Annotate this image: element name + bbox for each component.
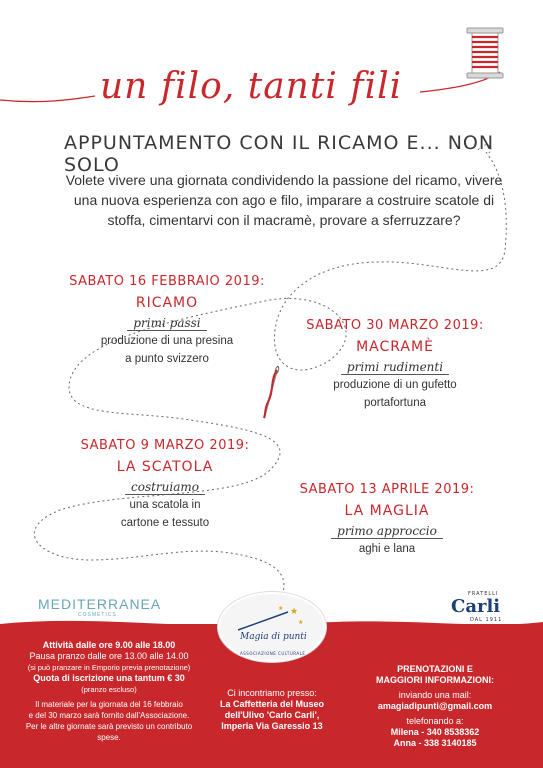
location-intro: Ci incontriamo presso:	[227, 688, 317, 698]
intro-paragraph: Volete vivere una giornata condividendo la passione del ricamo, vivere una nuova esperienza con ago e filo, imparare a costruire scatole di stoffa, cimentarvi con il macramè, provare a sferruzzare?	[65, 172, 503, 228]
lunch-note: (si può pranzare in Emporio previa prenotazione)	[27, 663, 191, 672]
carli-logo-sub: DAL 1911	[470, 617, 503, 623]
phone-milena[interactable]: Milena - 340 8538362	[390, 727, 480, 737]
mediterranea-logo: MEDITERRANEA	[38, 596, 162, 612]
fee-text: Quota di iscrizione una tantum € 30	[33, 673, 185, 683]
event-desc: cartone e tessuto	[120, 517, 210, 529]
mediterranea-logo-sub: COSMETICS	[78, 612, 117, 618]
footer-info-left	[14, 640, 204, 743]
event-date: SABATO 9 MARZO 2019:	[80, 438, 250, 453]
page-title: APPUNTAMENTO CON IL RICAMO E... NON SOLO	[64, 132, 495, 176]
script-title: un filo, tanti fili	[100, 66, 403, 107]
footer-contacts	[345, 664, 525, 749]
event-tag: costruiamo	[125, 480, 205, 495]
badge-sublabel: ASSOCIAZIONE CULTURALE	[240, 651, 306, 656]
event-desc: produzione di un gufetto	[333, 379, 457, 391]
badge-label: Magia di punti	[240, 632, 307, 642]
event-desc: portafortuna	[363, 397, 426, 409]
svg-text:★: ★	[290, 607, 299, 617]
fee-note: (pranzo escluso)	[81, 685, 137, 694]
event-date: SABATO 13 APRILE 2019:	[299, 482, 475, 497]
contacts-heading: PRENOTAZIONI E	[397, 664, 473, 674]
phone-intro: telefonando a:	[406, 716, 464, 726]
material-note: Il materiale per la giornata del 16 febbraio	[35, 700, 183, 709]
material-note: e del 30 marzo sarà fornito dall'Associazione.	[28, 711, 190, 720]
location-line: La Caffetteria del Museo	[219, 699, 325, 709]
event-tag: primi rudimenti	[341, 360, 449, 375]
location-line: Imperia Via Garessio 13	[221, 721, 323, 731]
location-line: dell'Ulivo 'Carlo Carli',	[224, 710, 320, 720]
event-tag: primo approccio	[331, 524, 443, 539]
event-desc: produzione di una presina	[100, 335, 234, 347]
needle-icon	[258, 362, 284, 422]
mail-intro: inviando una mail:	[398, 690, 472, 700]
contacts-heading: MAGGIORI INFORMAZIONI:	[376, 675, 494, 685]
event-desc: a punto svizzero	[125, 353, 209, 365]
hours-text: Attività dalle ore 9.00 alle 18.00	[42, 640, 176, 650]
event-desc: una scatola in	[129, 499, 201, 511]
spool-icon	[463, 24, 507, 82]
event-name: LA SCATOLA	[116, 459, 214, 475]
event-ricamo	[62, 274, 272, 367]
magic-wand-icon	[230, 604, 310, 634]
svg-text:★: ★	[298, 619, 304, 626]
carli-logo-top: FRATELLI	[468, 591, 499, 597]
carli-logo: Carli	[451, 596, 501, 617]
material-note: Per le altre giornate sarà previsto un contributo spese.	[25, 722, 193, 742]
event-name: LA MAGLIA	[344, 503, 430, 519]
event-tag: primi passi	[127, 316, 206, 331]
event-name: MACRAMÈ	[356, 339, 434, 355]
event-desc: aghi e lana	[358, 543, 416, 555]
event-macrame	[290, 318, 500, 411]
svg-text:★: ★	[278, 605, 284, 612]
lunch-text: Pausa pranzo dalle ore 13.00 alle 14.00	[29, 651, 189, 661]
event-date: SABATO 16 FEBBRAIO 2019:	[69, 274, 265, 289]
event-date: SABATO 30 MARZO 2019:	[306, 318, 484, 333]
event-scatola	[60, 438, 270, 531]
event-maglia	[282, 482, 492, 557]
event-name: RICAMO	[135, 295, 199, 311]
email-link[interactable]: amagiadipunti@gmail.com	[377, 701, 493, 711]
phone-anna[interactable]: Anna - 338 3140185	[393, 738, 477, 748]
footer-location	[210, 688, 334, 732]
